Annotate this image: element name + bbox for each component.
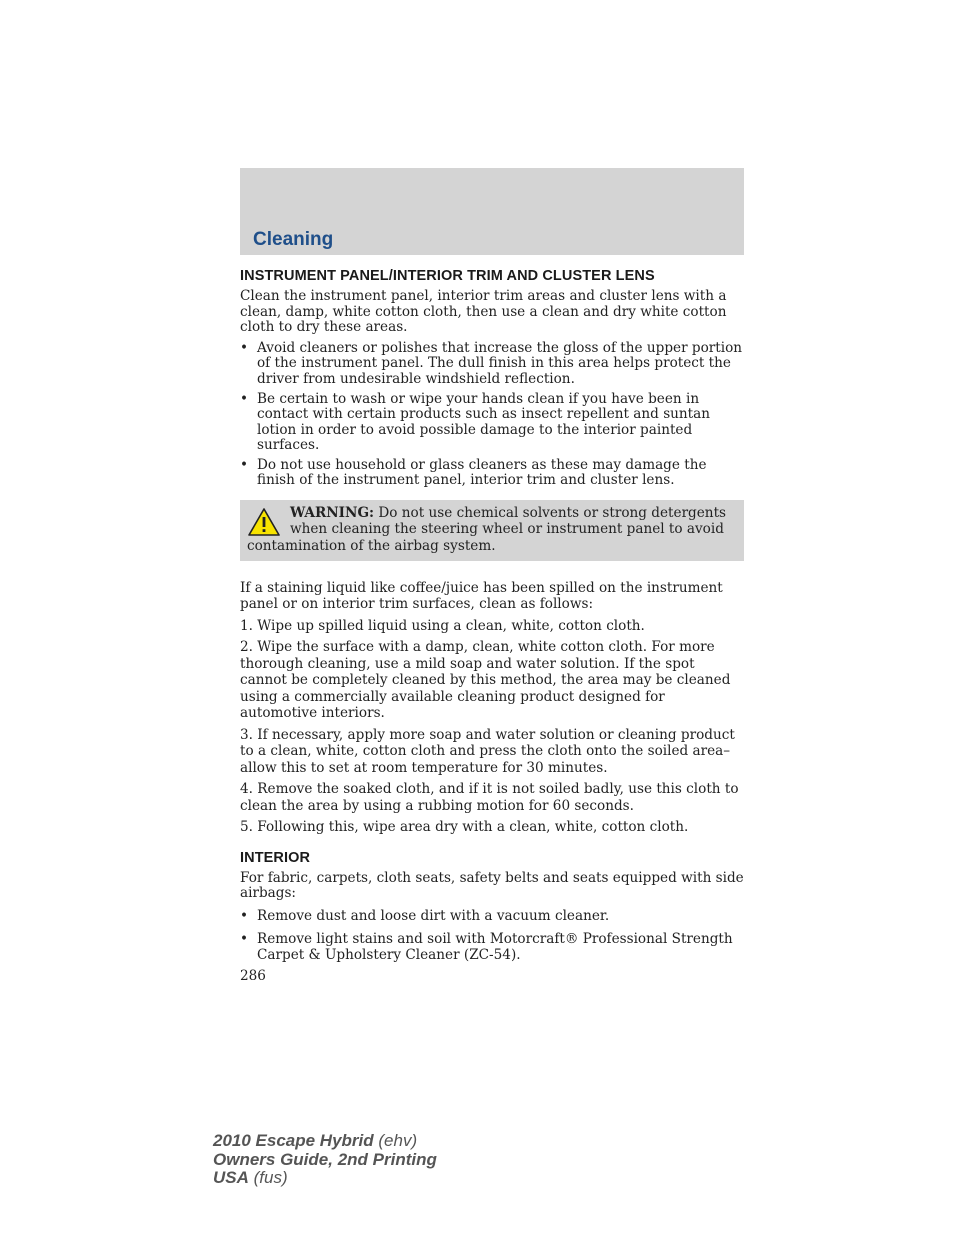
step-item: 1. Wipe up spilled liquid using a clean, white, cotton cloth. <box>240 617 645 634</box>
section-title: Cleaning <box>253 229 334 250</box>
interior-bullets <box>240 909 744 963</box>
list-item: • Remove dust and loose dirt with a vacuum cleaner. <box>240 909 744 924</box>
step-item: 4. Remove the soaked cloth, and if it is not soiled badly, use this cloth to clean the area by using a rubbing motion for 60 seconds. <box>240 781 739 814</box>
staining-steps <box>240 618 744 836</box>
document-footer <box>213 1132 437 1188</box>
instrument-panel-bullets <box>240 341 744 489</box>
page-number: 286 <box>240 968 266 985</box>
footer-line-market: USA (fus) <box>213 1168 288 1187</box>
step-item: 5. Following this, wipe area dry with a clean, white, cotton cloth. <box>240 819 689 836</box>
staining-intro: If a staining liquid like coffee/juice has been spilled on the instrument panel or on interior trim surfaces, clean as follows: <box>240 580 723 612</box>
warning-label: WARNING: <box>290 504 375 521</box>
list-item: • Be certain to wash or wipe your hands clean if you have been in contact with certain products such as insect repellent and suntan lotion in order to avoid possible damage to the interior painted surfaces. <box>240 392 744 453</box>
section-header-band <box>240 168 744 255</box>
step-item: 2. Wipe the surface with a damp, clean, white cotton cloth. For more thorough cleaning, use a mild soap and water solution. If the spot cannot be completely cleaned by this method, the area may be cleaned using a commercially available cleaning product designed for automotive interiors. <box>240 639 731 722</box>
heading-interior: INTERIOR <box>240 849 311 866</box>
warning-triangle-icon <box>248 507 280 537</box>
heading-instrument-panel: INSTRUMENT PANEL/INTERIOR TRIM AND CLUSTER LENS <box>240 268 655 284</box>
interior-intro: For fabric, carpets, cloth seats, safety belts and seats equipped with side airbags: <box>240 869 744 902</box>
list-item: • Avoid cleaners or polishes that increase the gloss of the upper portion of the instrument panel. The dull finish in this area helps protect the driver from undesirable windshield reflection. <box>240 341 744 387</box>
warning-text: Do not use chemical solvents or strong detergents when cleaning the steering wheel or instrument panel to avoid contamination of the airbag system. <box>247 504 727 554</box>
list-item: • Remove light stains and soil with Motorcraft® Professional Strength Carpet & Upholstery Cleaner (ZC-54). <box>240 931 744 963</box>
instrument-panel-intro: Clean the instrument panel, interior trim areas and cluster lens with a clean, damp, white cotton cloth, then use a clean and dry white cotton cloth to dry these areas. <box>240 288 727 336</box>
page-content <box>240 268 744 984</box>
list-item: • Do not use household or glass cleaners as these may damage the finish of the instrument panel, interior trim and cluster lens. <box>240 458 744 489</box>
footer-line-model: 2010 Escape Hybrid (ehv) <box>213 1131 418 1150</box>
footer-line-edition: Owners Guide, 2nd Printing <box>213 1149 437 1169</box>
step-item: 3. If necessary, apply more soap and water solution or cleaning product to a clean, white, cotton cloth and press the cloth onto the soiled area–allow this to set at room temperature for 30 minutes. <box>240 726 735 776</box>
warning-box <box>240 500 744 562</box>
